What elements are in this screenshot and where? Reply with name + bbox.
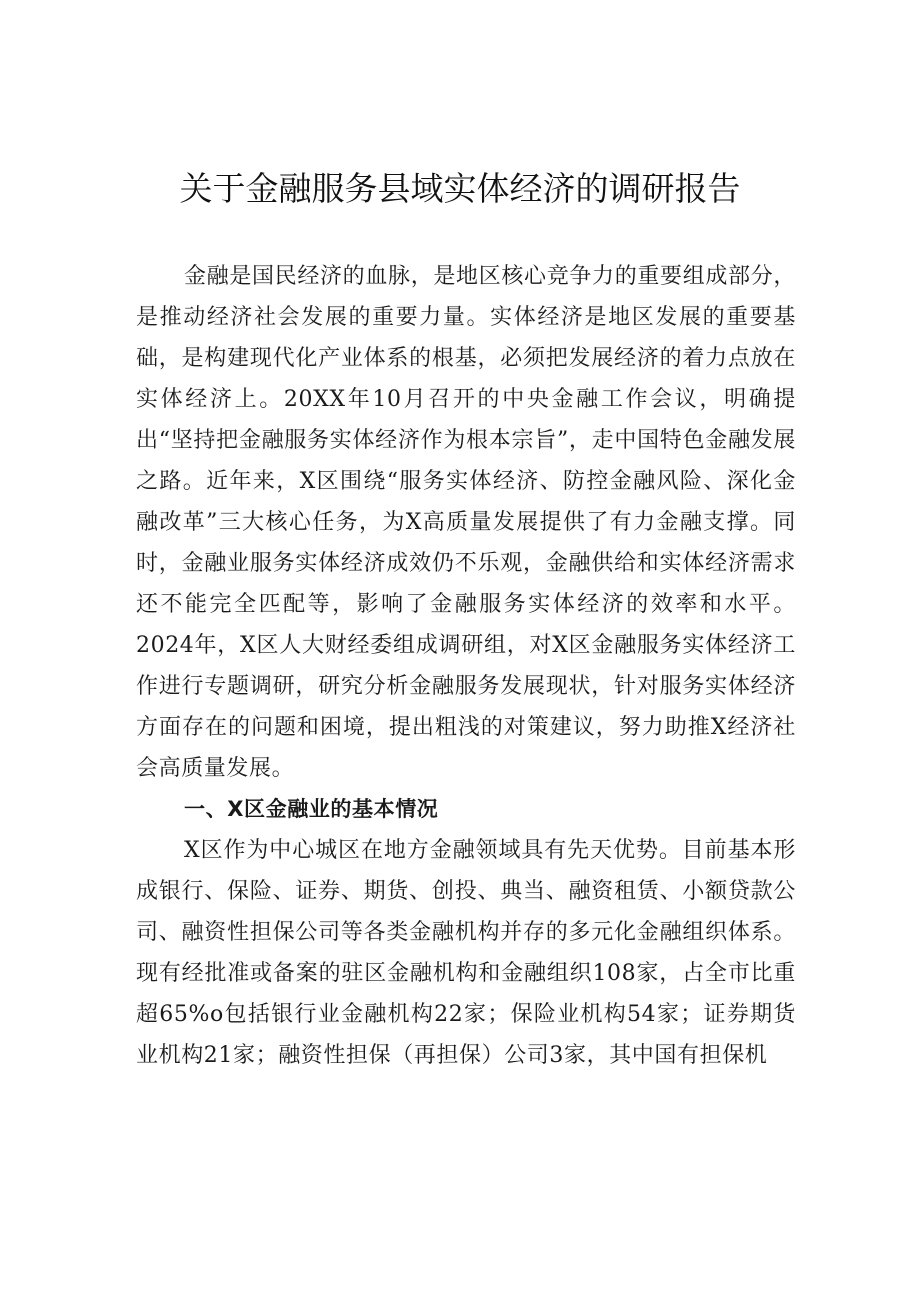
document-title: 关于金融服务县域实体经济的调研报告 xyxy=(179,169,741,208)
document-body xyxy=(136,256,796,1076)
section-heading: 一、X区金融业的基本情况 xyxy=(184,797,439,821)
section-paragraph: X区作为中心城区在地方金融领域具有先天优势。目前基本形成银行、保险、证券、期货、创投、典当、融资租赁、小额贷款公司、融资性担保公司等各类金融机构并存的多元化金融组织体系。现有经批准或备案的驻区金融机构和金融组织108家，占全市比重超65%o包括银行业金融机构22家；保险业机构54家；证券期货业机构21家；融资性担保（再担保）公司3家，其中国有担保机 xyxy=(136,838,796,1068)
intro-paragraph: 金融是国民经济的血脉，是地区核心竞争力的重要组成部分，是推动经济社会发展的重要力量。实体经济是地区发展的重要基础，是构建现代化产业体系的根基，必须把发展经济的着力点放在实体经济上。20XX年10月召开的中央金融工作会议，明确提出“坚持把金融服务实体经济作为根本宗旨”，走中国特色金融发展之路。近年来，X区围绕“服务实体经济、防控金融风险、深化金融改革”三大核心任务，为X高质量发展提供了有力金融支撑。同时，金融业服务实体经济成效仍不乐观，金融供给和实体经济需求还不能完全匹配等，影响了金融服务实体经济的效率和水平。2024年，X区人大财经委组成调研组，对X区金融服务实体经济工作进行专题调研，研究分析金融服务发展现状，针对服务实体经济方面存在的问题和困境，提出粗浅的对策建议，努力助推X经济社会高质量发展。 xyxy=(136,264,796,781)
